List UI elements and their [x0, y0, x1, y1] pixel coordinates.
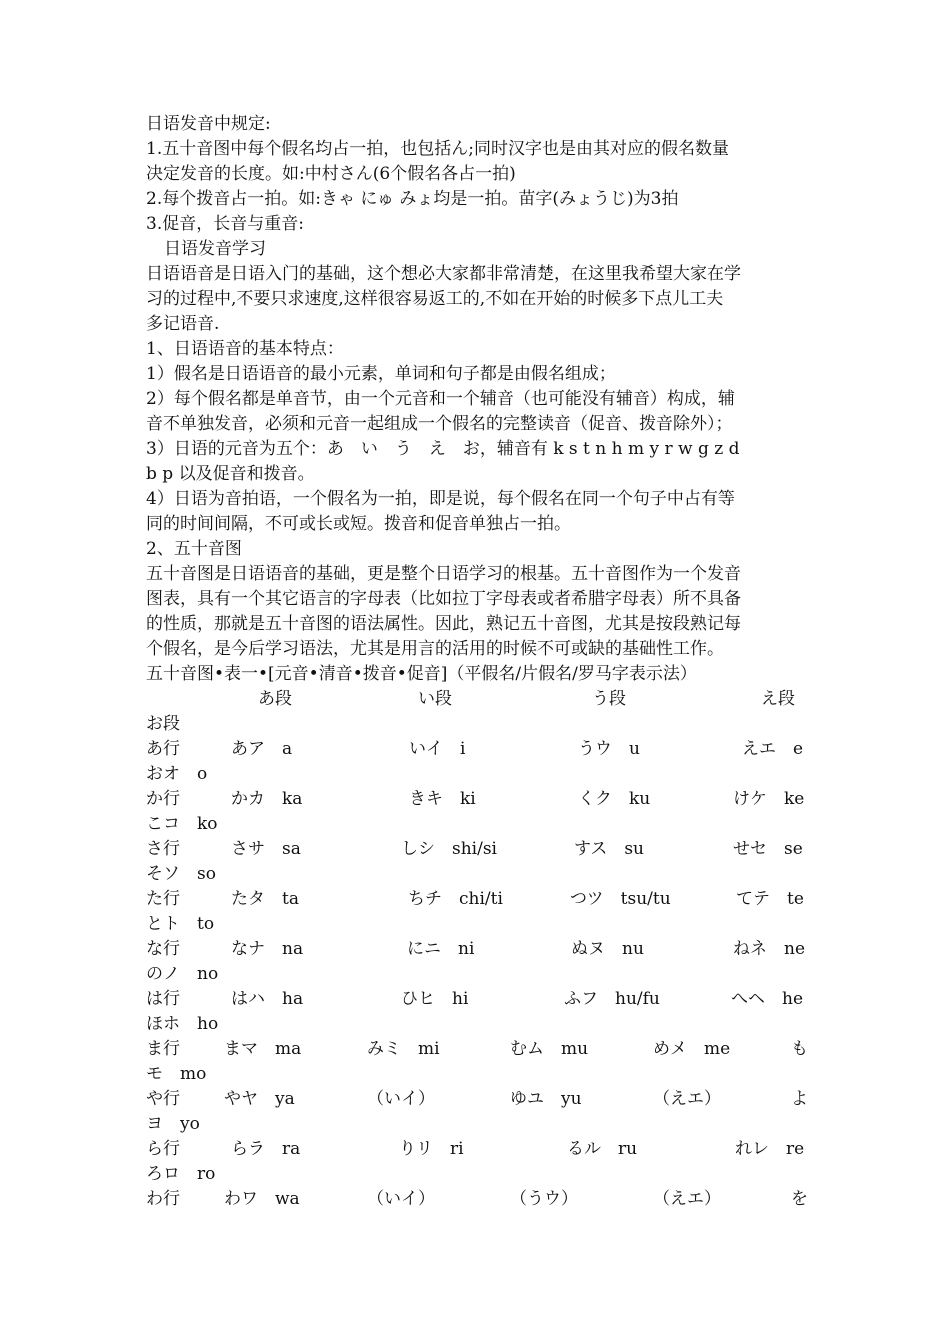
- paragraph-line: 决定发音的长度。如:中村さん(6个假名各占一拍): [146, 164, 516, 184]
- cell-a: たタ ta: [231, 889, 299, 909]
- cell-e: せセ se: [733, 839, 803, 859]
- cell-o: モ mo: [146, 1064, 207, 1084]
- paragraph-line: 1、日语语音的基本特点：: [146, 339, 344, 359]
- row-label: た行: [146, 889, 180, 909]
- cell-u: すス su: [574, 839, 644, 859]
- paragraph-line: 多记语音.: [146, 314, 220, 334]
- cell-u: ふフ hu/fu: [564, 989, 660, 1009]
- cell-o: も: [791, 1039, 808, 1059]
- cell-u: （うウ）: [510, 1189, 578, 1209]
- paragraph-line: 个假名，是今后学习语法，尤其是用言的活用的时候不可或缺的基础性工作。: [146, 639, 724, 659]
- paragraph-line: 1）假名是日语语音的最小元素，单词和句子都是由假名组成；: [146, 364, 616, 384]
- cell-i: ひヒ hi: [401, 989, 469, 1009]
- paragraph-line: 五十音图是日语语音的基础，更是整个日语学习的根基。五十音图作为一个发音: [146, 564, 741, 584]
- row-label: か行: [146, 789, 180, 809]
- row-label: ま行: [146, 1039, 180, 1059]
- cell-e: へヘ he: [731, 989, 804, 1009]
- row-label: は行: [146, 989, 180, 1009]
- table-row: [146, 1037, 808, 1062]
- cell-e: れレ re: [735, 1139, 805, 1159]
- header-a-dan: あ段: [258, 689, 292, 709]
- cell-a: はハ ha: [231, 989, 304, 1009]
- cell-e: えエ e: [742, 739, 804, 759]
- table-row: [146, 837, 808, 862]
- cell-o: を: [791, 1189, 808, 1209]
- table-row: [146, 737, 808, 762]
- header-i-dan: い段: [418, 689, 452, 709]
- cell-i: りリ ri: [399, 1139, 464, 1159]
- paragraph-line: 同的时间间隔，不可或长或短。拨音和促音单独占一拍。: [146, 514, 571, 534]
- header-o-dan: お段: [146, 714, 180, 734]
- cell-i: しシ shi/si: [401, 839, 497, 859]
- paragraph-line: 4）日语为音拍语，一个假名为一拍，即是说，每个假名在同一个句子中占有等: [146, 489, 735, 509]
- header-u-dan: う段: [592, 689, 626, 709]
- table-header: [146, 687, 808, 712]
- cell-a: わワ wa: [224, 1189, 300, 1209]
- cell-e: （えエ）: [653, 1189, 721, 1209]
- cell-o: おオ o: [146, 764, 208, 784]
- cell-u: うウ u: [578, 739, 640, 759]
- section-heading: 日语发音学习: [164, 239, 266, 259]
- paragraph-line: 1.五十音图中每个假名均占一拍，也包括ん;同时汉字也是由其对应的假名数量: [146, 139, 729, 159]
- cell-a: あア a: [231, 739, 293, 759]
- paragraph-line: 图表，具有一个其它语言的字母表（比如拉丁字母表或者希腊字母表）所不具备: [146, 589, 741, 609]
- cell-o: よ: [791, 1089, 808, 1109]
- cell-i: （いイ）: [367, 1189, 435, 1209]
- table-row: [146, 787, 808, 812]
- table-row: [146, 1137, 808, 1162]
- paragraph-line: 2.每个拨音占一拍。如:きゃ にゅ みょ均是一拍。苗字(みょうじ)为3拍: [146, 189, 679, 209]
- cell-e: てテ te: [736, 889, 804, 909]
- paragraph-line: b p 以及促音和拨音。: [146, 464, 315, 484]
- cell-a: らラ ra: [231, 1139, 301, 1159]
- table-row: [146, 937, 808, 962]
- table-row: [146, 987, 808, 1012]
- row-label: な行: [146, 939, 180, 959]
- table-row: [146, 1087, 808, 1112]
- cell-a: まマ ma: [224, 1039, 302, 1059]
- table-row: [146, 1187, 808, 1212]
- paragraph-line: 音不单独发音，必须和元音一起组成一个假名的完整读音（促音、拨音除外）；: [146, 414, 733, 434]
- paragraph-line: 2）每个假名都是单音节，由一个元音和一个辅音（也可能没有辅音）构成，辅: [146, 389, 735, 409]
- cell-i: きキ ki: [409, 789, 476, 809]
- cell-e: ねネ ne: [733, 939, 806, 959]
- cell-u: くク ku: [578, 789, 651, 809]
- cell-o: とト to: [146, 914, 215, 934]
- cell-o: そソ so: [146, 864, 216, 884]
- document-page: [146, 112, 808, 1212]
- row-label: あ行: [146, 739, 180, 759]
- cell-u: ぬヌ nu: [571, 939, 644, 959]
- cell-o: のノ no: [146, 964, 219, 984]
- cell-o: こコ ko: [146, 814, 218, 834]
- cell-o: ヨ yo: [146, 1114, 200, 1134]
- cell-i: にニ ni: [407, 939, 475, 959]
- cell-u: ゆユ yu: [510, 1089, 582, 1109]
- row-label: わ行: [146, 1189, 180, 1209]
- cell-u: むム mu: [510, 1039, 589, 1059]
- cell-u: つツ tsu/tu: [570, 889, 671, 909]
- cell-i: みミ mi: [367, 1039, 440, 1059]
- paragraph-line: 3.促音，长音与重音:: [146, 214, 304, 234]
- cell-e: めメ me: [653, 1039, 731, 1059]
- row-label: や行: [146, 1089, 180, 1109]
- table-row: [146, 887, 808, 912]
- cell-e: （えエ）: [653, 1089, 721, 1109]
- cell-a: やヤ ya: [224, 1089, 295, 1109]
- paragraph-line: 3）日语的元音为五个：あ い う え お，辅音有 k s t n h m y r w g z d: [146, 439, 740, 459]
- cell-a: なナ na: [231, 939, 304, 959]
- cell-o: ほホ ho: [146, 1014, 219, 1034]
- paragraph-line: 日语语音是日语入门的基础，这个想必大家都非常清楚，在这里我希望大家在学: [146, 264, 741, 284]
- cell-i: ちチ chi/ti: [408, 889, 503, 909]
- cell-u: るル ru: [567, 1139, 638, 1159]
- paragraph-line: 习的过程中,不要只求速度,这样很容易返工的,不如在开始的时候多下点儿工夫: [146, 289, 724, 309]
- paragraph-line: 2、五十音图: [146, 539, 242, 559]
- cell-o: ろロ ro: [146, 1164, 216, 1184]
- cell-e: けケ ke: [733, 789, 805, 809]
- row-label: さ行: [146, 839, 180, 859]
- row-label: ら行: [146, 1139, 180, 1159]
- cell-a: さサ sa: [231, 839, 301, 859]
- paragraph-line: 日语发音中规定:: [146, 114, 271, 134]
- header-e-dan: え段: [761, 689, 795, 709]
- cell-i: （いイ）: [367, 1089, 435, 1109]
- paragraph-line: 的性质，那就是五十音图的语法属性。因此，熟记五十音图，尤其是按段熟记每: [146, 614, 741, 634]
- cell-i: いイ i: [409, 739, 466, 759]
- cell-a: かカ ka: [231, 789, 303, 809]
- table-caption: 五十音图•表一•[元音•清音•拨音•促音]（平假名/片假名/罗马字表示法）: [146, 664, 697, 684]
